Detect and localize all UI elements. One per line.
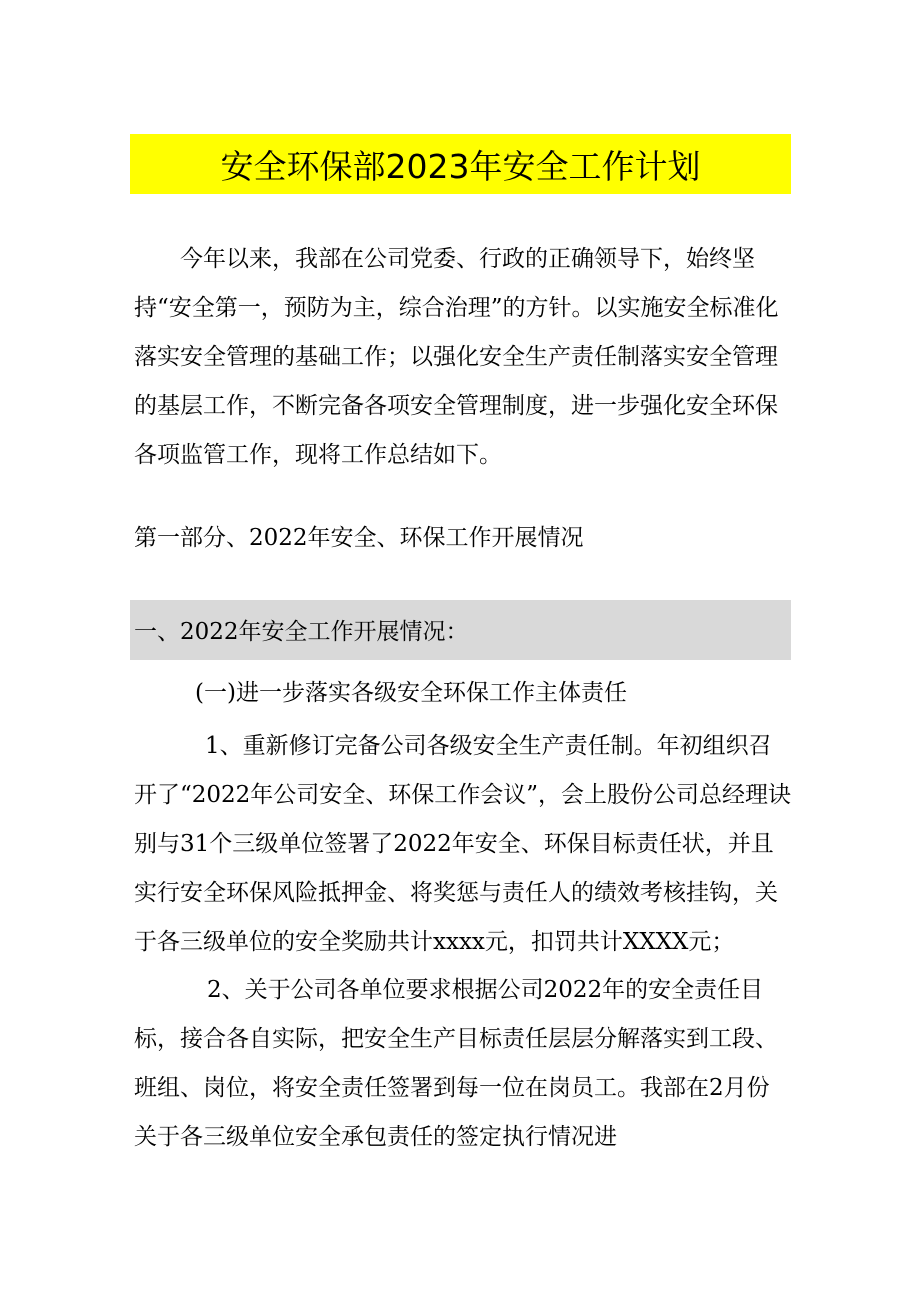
intro-paragraph: 今年以来，我部在公司党委、行政的正确领导下，始终坚持“安全第一，预防为主，综合治理”的方针。以实施安全标准化落实安全管理的基础工作；以强化安全生产责任制落实安全管理的基层工作，不断完备各项安全管理制度，进一步强化安全环保各项监管工作，现将工作总结如下。 — [134, 246, 779, 468]
item-2-paragraph: 2、关于公司各单位要求根据公司2022年的安全责任目标，接合各自实际，把安全生产目标责任层层分解落实到工段、班组、岗位，将安全责任签署到每一位在岗员工。我部在2月份关于各三级单位安全承包责任的签定执行情况进 — [134, 977, 778, 1150]
subsection-heading: (一)进一步落实各级安全环保工作主体责任 — [195, 680, 627, 706]
part-heading: 第一部分、2022年安全、环保工作开展情况 — [134, 525, 584, 551]
document-title: 安全环保部2023年安全工作计划 — [220, 146, 701, 186]
section-heading: 一、2022年安全工作开展情况： — [134, 619, 469, 645]
title-banner — [130, 134, 791, 194]
item-1-paragraph: 1、重新修订完备公司各级安全生产责任制。年初组织召开了“2022年公司安全、环保工作会议”，会上股份公司总经理诀别与31个三级单位签署了2022年安全、环保目标责任状，并且实行安全环保风险抵押金、将奖惩与责任人的绩效考核挂钩，关于各三级单位的安全奖励共计xxxx元，扣罚共计XXXX元； — [134, 733, 792, 955]
